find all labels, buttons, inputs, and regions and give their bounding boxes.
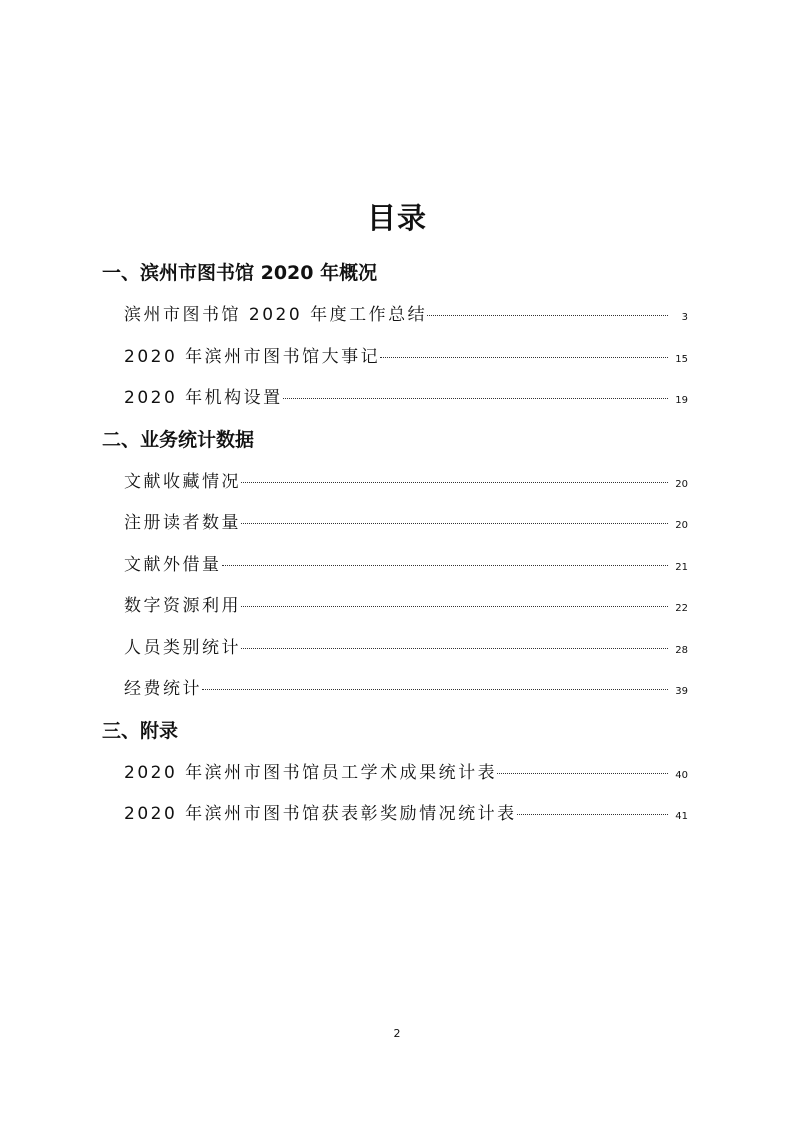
dot-leader <box>497 773 668 774</box>
toc-entry-page: 28 <box>675 644 688 656</box>
toc-entry-page: 39 <box>675 686 688 697</box>
dot-leader <box>241 482 668 483</box>
toc-entry-page: 41 <box>675 811 688 822</box>
dot-leader <box>283 398 668 399</box>
toc-entry-label: 2020 年机构设置 <box>124 388 283 408</box>
page-number: 2 <box>393 1027 401 1040</box>
dot-leader <box>241 648 668 649</box>
toc-entry-label: 2020 年滨州市图书馆获表彰奖励情况统计表 <box>124 804 517 824</box>
dot-leader <box>241 606 668 607</box>
toc-entry[interactable] <box>102 670 688 712</box>
dot-leader <box>427 315 668 316</box>
toc-entry-label: 2020 年滨州市图书馆大事记 <box>124 346 381 367</box>
toc-entry[interactable] <box>102 795 688 837</box>
toc-entry-label: 人员类别统计 <box>124 637 241 658</box>
toc-entry-page: 19 <box>675 395 688 406</box>
toc-entry-page: 40 <box>675 769 688 781</box>
toc-entry[interactable] <box>102 296 688 338</box>
toc-entry-page: 15 <box>675 353 688 365</box>
toc-entry-label: 文献外借量 <box>124 554 222 575</box>
toc-entry-label: 滨州市图书馆 2020 年度工作总结 <box>124 305 428 325</box>
toc-entry-label: 文献收藏情况 <box>124 471 241 492</box>
toc-section-heading[interactable]: 三、附录 <box>102 719 179 742</box>
toc-entry[interactable] <box>102 546 688 588</box>
toc-entry-page: 22 <box>675 603 688 614</box>
toc-entry-page: 20 <box>675 478 688 490</box>
toc-entry-page: 20 <box>675 520 688 531</box>
dot-leader <box>517 814 668 815</box>
toc-section-heading[interactable]: 一、滨州市图书馆 2020 年概况 <box>102 262 378 284</box>
dot-leader <box>202 689 668 690</box>
toc-entry[interactable] <box>102 463 688 505</box>
toc-title: 目录 <box>366 201 427 235</box>
dot-leader <box>380 357 668 358</box>
toc-entry-label: 注册读者数量 <box>124 513 241 533</box>
toc-section-heading[interactable]: 二、业务统计数据 <box>102 428 255 451</box>
dot-leader <box>241 523 668 524</box>
toc-entry-page: 3 <box>681 312 688 323</box>
dot-leader <box>222 565 669 566</box>
toc-entry[interactable] <box>102 754 688 796</box>
toc-entry-label: 经费统计 <box>124 679 202 699</box>
toc-entry[interactable] <box>102 629 688 671</box>
toc-entry-page: 21 <box>675 561 688 573</box>
toc-entry[interactable] <box>102 504 688 546</box>
toc-entry-label: 数字资源利用 <box>124 596 241 616</box>
toc-entry[interactable] <box>102 338 688 380</box>
toc-entry[interactable] <box>102 379 688 421</box>
table-of-contents <box>102 254 688 837</box>
toc-entry[interactable] <box>102 587 688 629</box>
toc-entry-label: 2020 年滨州市图书馆员工学术成果统计表 <box>124 762 498 783</box>
